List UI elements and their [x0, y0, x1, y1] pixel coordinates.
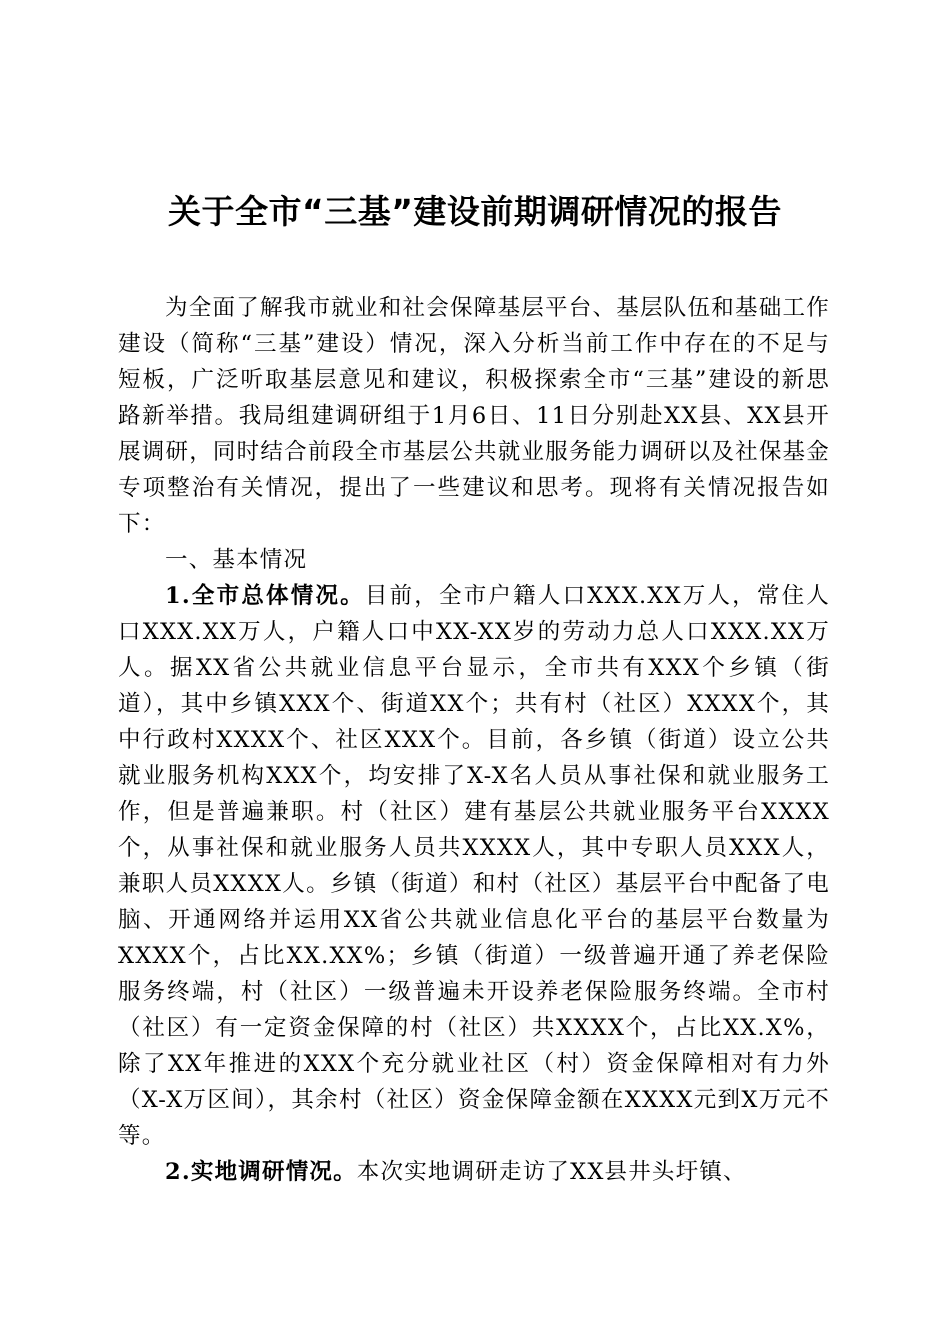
- section-heading-basic-situation: 一、基本情况: [165, 547, 308, 573]
- item-2-paragraph: [118, 1154, 830, 1190]
- document-title: 关于全市“三基”建设前期调研情况的报告: [168, 192, 782, 231]
- intro-paragraph: 为全面了解我市就业和社会保障基层平台、基层队伍和基础工作建设（简称“三基”建设）情况，深入分析当前工作中存在的不足与短板，广泛听取基层意见和建议，积极探索全市“三基”建设的新思路新举措。我局组建调研组于1月6日、11日分别赴XX县、XX县开展调研，同时结合前段全市基层公共就业服务能力调研以及社保基金专项整治有关情况，提出了一些建议和思考。现将有关情况报告如下：: [118, 295, 830, 537]
- document-body: [118, 290, 830, 1190]
- item-1-lead: 1.全市总体情况。: [165, 583, 365, 609]
- item-1-text: 目前，全市户籍人口XXX.XX万人，常住人口XXX.XX万人，户籍人口中XX-XX岁的劳动力总人口XXX.XX万人。据XX省公共就业信息平台显示，全市共有XXX个乡镇（街道），其中乡镇XXX个、街道XX个；共有村（社区）XXXX个，其中行政村XXXX个、社区XXX个。目前，各乡镇（街道）设立公共就业服务机构XXX个，均安排了X-X名人员从事社保和就业服务工作，但是普遍兼职。村（社区）建有基层公共就业服务平台XXXX个，从事社保和就业服务人员共XXXX人，其中专职人员XXX人，兼职人员XXXX人。乡镇（街道）和村（社区）基层平台中配备了电脑、开通网络并运用XX省公共就业信息化平台的基层平台数量为XXXX个，占比XX.XX%；乡镇（街道）一级普遍开通了养老保险服务终端，村（社区）一级普遍未开设养老保险服务终端。全市村（社区）有一定资金保障的村（社区）共XXXX个，占比XX.X%，除了XX年推进的XXX个充分就业社区（村）资金保障相对有力外（X-X万区间），其余村（社区）资金保障金额在XXXX元到X万元不等。: [118, 583, 830, 1149]
- item-2-lead: 2.实地调研情况。: [165, 1159, 357, 1185]
- item-1-paragraph: [118, 578, 830, 1154]
- item-2-text: 本次实地调研走访了XX县井头圩镇、: [356, 1159, 747, 1185]
